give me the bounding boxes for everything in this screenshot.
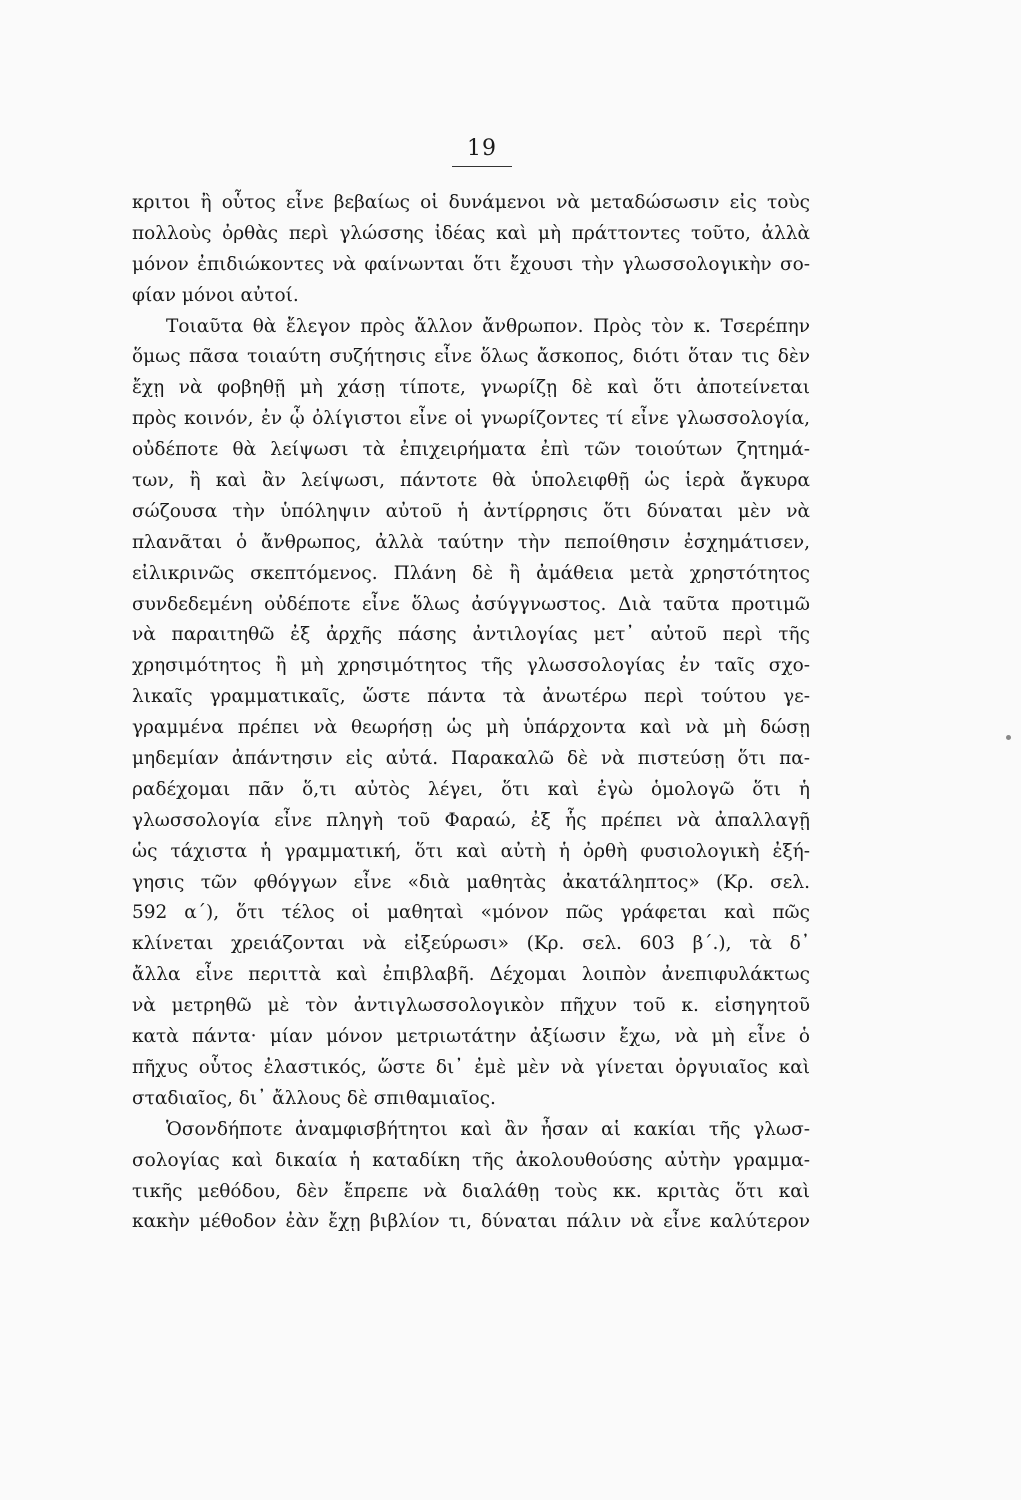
text-line: κατὰ πάντα· μίαν μόνον μετριωτάτην ἀξίωσιν ἔχω, νὰ μὴ εἶνε ὁ xyxy=(132,1026,810,1048)
body-text xyxy=(132,188,810,1238)
text-line: λικαῖς γραμματικαῖς, ὥστε πάντα τὰ ἀνωτέρω περὶ τούτου γε- xyxy=(132,686,810,708)
text-line: συνδεδεμένη οὐδέποτε εἶνε ὅλως ἀσύγγνωστος. Διὰ ταῦτα προτιμῶ xyxy=(132,593,810,615)
text-line: γησις τῶν φθόγγων εἶνε «διὰ μαθητὰς ἀκατάληπτος» (Κρ. σελ. xyxy=(132,871,810,893)
text-line: χρησιμότητος ἢ μὴ χρησιμότητος τῆς γλωσσολογίας ἐν ταῖς σχο- xyxy=(132,655,810,677)
text-line: ἔχῃ νὰ φοβηθῇ μὴ χάσῃ τίποτε, γνωρίζῃ δὲ καὶ ὅτι ἀποτείνεται xyxy=(132,377,810,399)
text-line: πῆχυς οὗτος ἐλαστικός, ὥστε δι᾽ ἐμὲ μὲν νὰ γίνεται ὀργυιαῖος καὶ xyxy=(132,1056,810,1078)
text-line: τικῆς μεθόδου, δὲν ἔπρεπε νὰ διαλάθῃ τοὺς κκ. κριτὰς ὅτι καὶ xyxy=(132,1180,810,1202)
text-line: κλίνεται χρειάζονται νὰ εἰξεύρωσι» (Κρ. σελ. 603 β΄.), τὰ δ᾽ xyxy=(132,933,810,955)
text-line: πρὸς κοινόν, ἐν ᾧ ὀλίγιστοι εἶνε οἱ γνωρίζοντες τί εἶνε γλωσσολογία, xyxy=(132,408,810,430)
page-number: 19 xyxy=(467,136,497,161)
text-line: μηδεμίαν ἀπάντησιν εἰς αὐτά. Παρακαλῶ δὲ νὰ πιστεύσῃ ὅτι πα- xyxy=(132,748,810,770)
text-line: ὅμως πᾶσα τοιαύτη συζήτησις εἶνε ὅλως ἄσκοπος, διότι ὅταν τις δὲν xyxy=(132,346,810,368)
text-line: πλανᾶται ὁ ἄνθρωπος, ἀλλὰ ταύτην τὴν πεποίθησιν ἐσχημάτισεν, xyxy=(132,531,810,553)
scan-speck xyxy=(1006,735,1011,740)
text-line: σώζουσα τὴν ὑπόληψιν αὐτοῦ ἡ ἀντίρρησις ὅτι δύναται μὲν νὰ xyxy=(132,500,810,522)
text-line: Τοιαῦτα θὰ ἔλεγον πρὸς ἄλλον ἄνθρωπον. Πρὸς τὸν κ. Τσερέπην xyxy=(166,315,810,337)
text-line: Ὁσονδήποτε ἀναμφισβήτητοι καὶ ἂν ἦσαν αἱ κακίαι τῆς γλωσ- xyxy=(166,1118,810,1140)
text-line: οὐδέποτε θὰ λείψωσι τὰ ἐπιχειρήματα ἐπὶ τῶν τοιούτων ζητημά- xyxy=(132,439,810,461)
text-line: γλωσσολογία εἶνε πληγὴ τοῦ Φαραώ, ἐξ ἧς πρέπει νὰ ἀπαλλαγῇ xyxy=(132,809,810,831)
text-line: κριτοι ἢ οὗτος εἶνε βεβαίως οἱ δυνάμενοι νὰ μεταδώσωσιν εἰς τοὺς xyxy=(132,192,810,213)
text-line: κακὴν μέθοδον ἐὰν ἔχῃ βιβλίον τι, δύναται πάλιν νὰ εἶνε καλύτερον xyxy=(132,1211,810,1233)
text-line: νὰ παραιτηθῶ ἐξ ἀρχῆς πάσης ἀντιλογίας μετ᾽ αὐτοῦ περὶ τῆς xyxy=(132,624,810,646)
text-line: εἰλικρινῶς σκεπτόμενος. Πλάνη δὲ ἢ ἀμάθεια μετὰ χρηστότητος xyxy=(132,562,810,584)
page-number-rule xyxy=(452,166,512,167)
text-line: σολογίας καὶ δικαία ἡ καταδίκη τῆς ἀκολουθούσης αὐτὴν γραμμα- xyxy=(132,1149,810,1171)
text-line: νὰ μετρηθῶ μὲ τὸν ἀντιγλωσσολογικὸν πῆχυν τοῦ κ. εἰσηγητοῦ xyxy=(132,995,810,1017)
text-line: γραμμένα πρέπει νὰ θεωρήσῃ ὡς μὴ ὑπάρχοντα καὶ νὰ μὴ δώσῃ xyxy=(132,717,810,739)
text-line: σταδιαῖος, δι᾽ ἄλλους δὲ σπιθαμιαῖος. xyxy=(132,1087,496,1109)
text-line: πολλοὺς ὀρθὰς περὶ γλώσσης ἰδέας καὶ μὴ πράττοντες τοῦτο, ἀλλὰ xyxy=(132,222,810,244)
text-line: των, ἢ καὶ ἂν λείψωσι, πάντοτε θὰ ὑπολειφθῇ ὡς ἱερὰ ἄγκυρα xyxy=(132,470,810,492)
text-line: φίαν μόνοι αὐτοί. xyxy=(132,284,299,306)
text-line: ἄλλα εἶνε περιττὰ καὶ ἐπιβλαβῆ. Δέχομαι λοιπὸν ἀνεπιφυλάκτως xyxy=(132,964,810,986)
text-line: ραδέχομαι πᾶν ὅ,τι αὐτὸς λέγει, ὅτι καὶ ἐγὼ ὁμολογῶ ὅτι ἡ xyxy=(132,778,810,800)
text-line: 592 α΄), ὅτι τέλος οἱ μαθηταὶ «μόνον πῶς γράφεται καὶ πῶς xyxy=(132,902,810,924)
text-line: ὡς τάχιστα ἡ γραμματική, ὅτι καὶ αὐτὴ ἡ ὀρθὴ φυσιολογικὴ ἐξή- xyxy=(132,840,810,862)
text-line: μόνον ἐπιδιώκοντες νὰ φαίνωνται ὅτι ἔχουσι τὴν γλωσσολογικὴν σο- xyxy=(132,253,810,275)
